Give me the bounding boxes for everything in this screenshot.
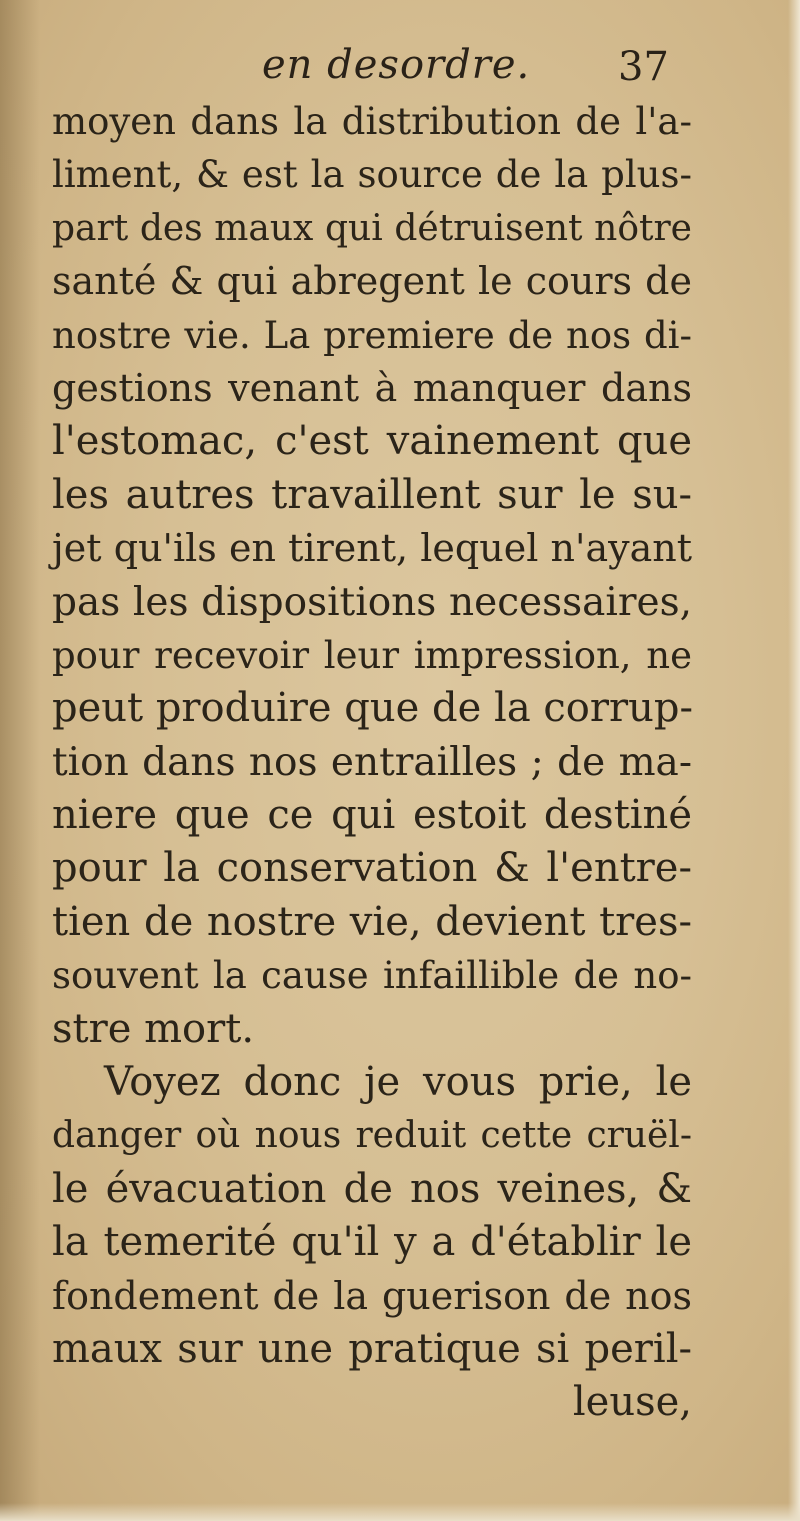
text-line: la temerité qu'il y a d'établir le [52, 1219, 692, 1266]
text-line: moyen dans la distribution de l'a- [52, 100, 692, 143]
text-line: le évacuation de nos veines, & [52, 1165, 692, 1212]
text-line: danger où nous reduit cette cruël- [52, 1115, 692, 1157]
text-line: pour recevoir leur impression, ne [52, 633, 692, 677]
text-line: souvent la cause infaillible de no- [52, 954, 692, 998]
text-line: santé & qui abregent le cours de [52, 259, 692, 304]
text-line: liment, & est la source de la plus- [52, 153, 692, 197]
text-line: peut produire que de la corrup- [52, 685, 694, 732]
body-text [52, 95, 692, 1430]
page-edge-right [788, 0, 800, 1521]
page-edge-bottom [0, 1503, 800, 1521]
text-line: niere que ce qui estoit destiné [52, 792, 692, 839]
paragraph-first-line: Voyez donc je vous prie, le [104, 1059, 692, 1106]
text-line: jet qu'ils en tirent, lequel n'ayant [52, 526, 692, 571]
text-line: pour la conservation & l'entre- [52, 845, 692, 892]
text-line: fondement de la guerison de nos [52, 1273, 692, 1318]
text-line: gestions venant à manquer dans [52, 365, 692, 410]
text-line: stre mort. [52, 1005, 255, 1052]
text-line: pas les dispositions necessaires, [52, 579, 692, 625]
catchword: leuse, [572, 1379, 692, 1426]
text-line: maux sur une pratique si peril- [52, 1325, 692, 1372]
running-head: en desordre. [262, 42, 531, 88]
text-line: les autres travaillent sur le su- [52, 471, 692, 518]
text-line: nostre vie. La premiere de nos di- [52, 313, 692, 357]
text-line: tien de nostre vie, devient tres- [52, 898, 692, 945]
page-number: 37 [618, 44, 669, 90]
text-line: tion dans nos entrailles ; de ma- [52, 739, 692, 785]
text-line: l'estomac, c'est vainement que [52, 418, 692, 465]
page-header [0, 38, 800, 98]
gutter-shadow [0, 0, 40, 1521]
text-line: part des maux qui détruisent nôtre [52, 207, 692, 249]
